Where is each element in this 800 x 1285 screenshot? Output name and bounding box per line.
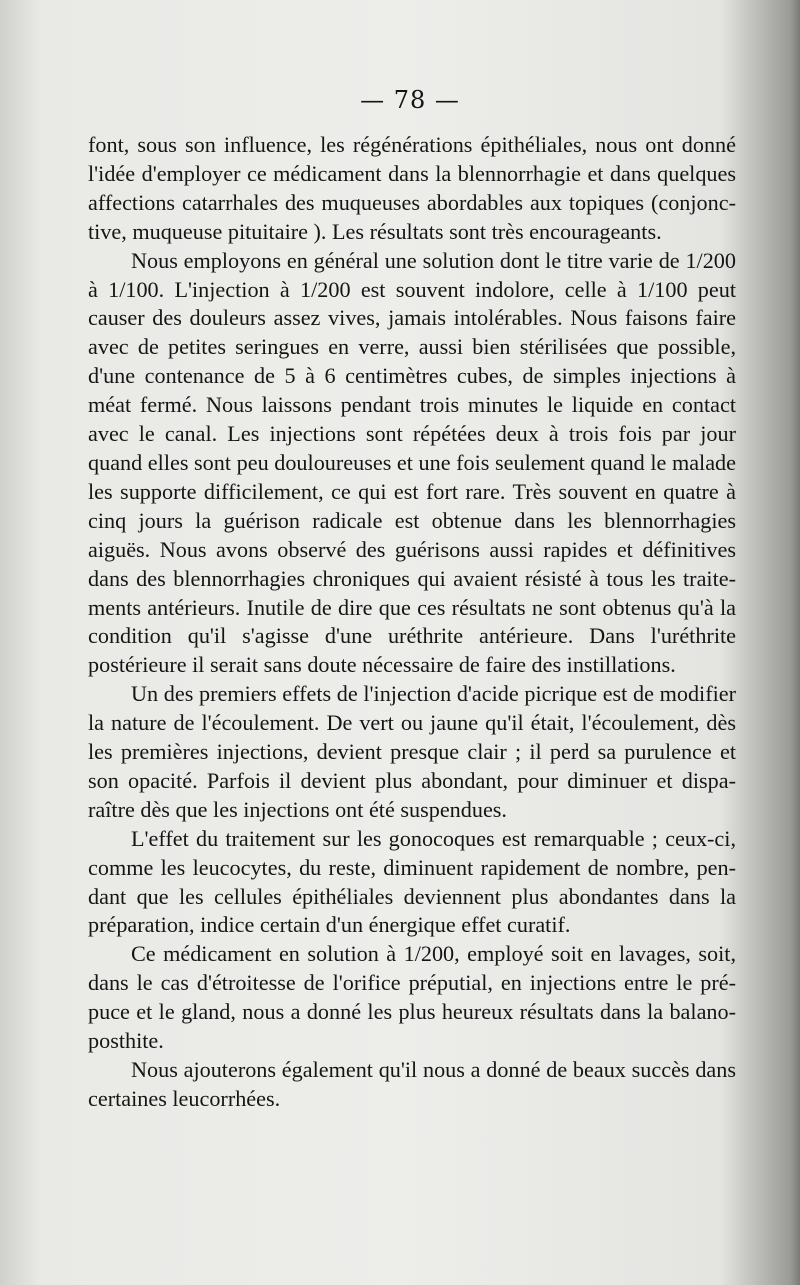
paragraph-5: Ce médicament en solution à 1/200, employé soit en lavages, soit, dans le cas d'étroitesse de l'orifice préputial, en injections entre le prépuce et le gland, nous a donné les plus heureux résultats dans la balanoposthite. [88, 941, 736, 1054]
paragraph-4: L'effet du traitement sur les gonocoques est remarquable ; ceux-ci, comme les leucocytes, du reste, diminuent rapidement de nombre, pendant que les cellules épithéliales deviennent plus abondantes dans la préparation, indice certain d'un énergique effet curatif. [88, 825, 736, 938]
paragraph-1: font, sous son influence, les régénérations épithéliales, nous ont donné l'idée d'employer ce médicament dans la blennorrhagie et dans quelques affections catarrhales des muqueuses abordables aux topiques (conjonctive, muqueuse pituitaire ). Les résultats sont très encourageants. [88, 132, 736, 244]
paragraph-3: Un des premiers effets de l'injection d'acide picrique est de modifier la nature de l'écoulement. De vert ou jaune qu'il était, l'écoulement, dès les premières injections, devient presque clair ; il perd sa purulence et son opacité. Parfois il devient plus abondant, pour diminuer et disparaître dès que les injections ont été suspendues. [88, 681, 736, 822]
paragraph-2: Nous employons en général une solution dont le titre varie de 1/200 à 1/100. L'injection à 1/200 est souvent indolore, celle à 1/100 peut causer des douleurs assez vives, jamais intolérables. Nous faisons faire avec de petites seringues en verre, aussi bien stérilisées que possible, d'une contenance de 5 à 6 centimètres cubes, de simples injections à méat fermé. Nous laissons pendant trois minutes le liquide en contact avec le canal. Les injections sont répétées deux à trois fois par jour quand elles sont peu douloureuses et une fois seulement quand le malade les supporte difficilement, ce qui est fort rare. Très souvent en quatre à cinq jours la guérison radicale est obtenue dans les blennorrhagies aiguës. Nous avons observé des guérisons aussi rapides et définitives dans des blennorrhagies chroniques qui avaient résisté à tous les traitements antérieurs. Inutile de dire que ces résultats ne sont obtenus qu'à la condition qu'il s'agisse d'une uréthrite antérieure. Dans l'uréthrite postérieure il serait sans doute nécessaire de faire des instillations. [88, 247, 736, 678]
page-number: — 78 — [360, 86, 460, 114]
text-body [88, 131, 736, 1114]
paragraph-6: Nous ajouterons également qu'il nous a donné de beaux succès dans certaines leucorrhées. [88, 1057, 736, 1111]
